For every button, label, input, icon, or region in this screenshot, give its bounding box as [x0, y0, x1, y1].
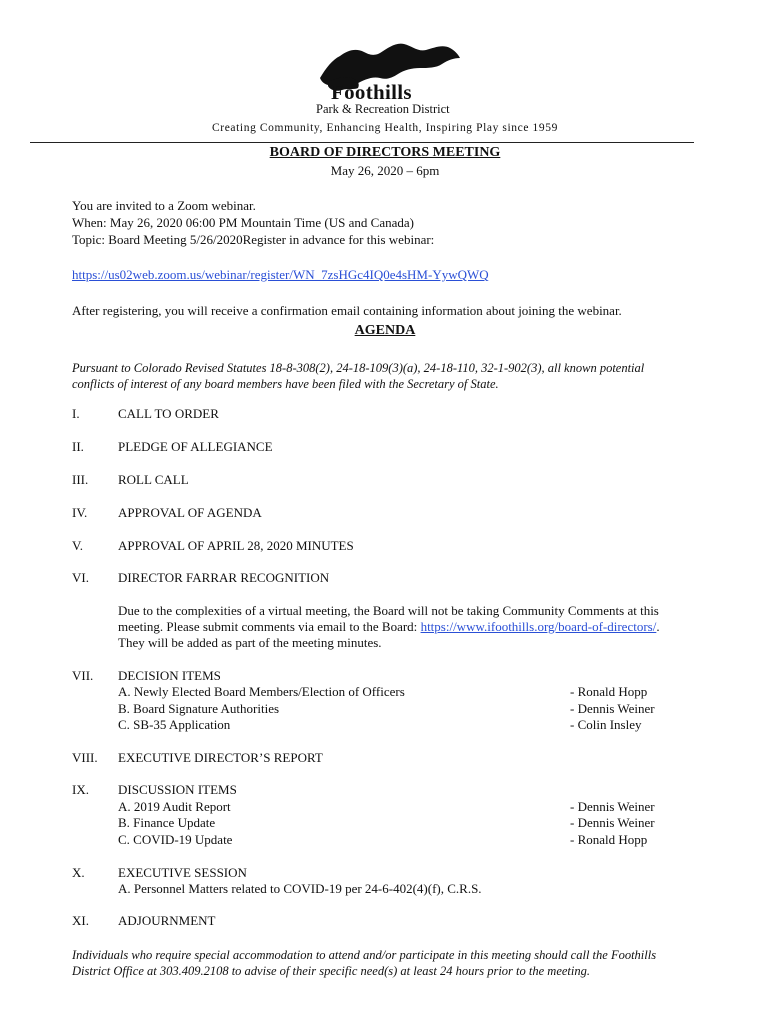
- discussion-item: C. COVID-19 Update: [118, 832, 233, 847]
- footer-note-line-1: Individuals who require special accommodation to attend and/or participate in this meeting should call the Foothills: [72, 948, 657, 962]
- agenda-numeral: I.: [72, 406, 80, 421]
- header-divider: [30, 142, 694, 143]
- discussion-presenter: - Dennis Weiner: [570, 799, 655, 814]
- discussion-presenter: - Ronald Hopp: [570, 832, 648, 847]
- invite-line-2: When: May 26, 2020 06:00 PM Mountain Time (US and Canada): [72, 215, 414, 230]
- agenda-item-approval-minutes: APPROVAL OF APRIL 28, 2020 MINUTES: [118, 538, 354, 553]
- agenda-item-pledge: PLEDGE OF ALLEGIANCE: [118, 439, 273, 454]
- invite-line-3: Topic: Board Meeting 5/26/2020Register in advance for this webinar:: [72, 232, 435, 247]
- board-of-directors-link[interactable]: https://www.ifoothills.org/board-of-directors/: [420, 619, 657, 634]
- agenda-item-call-to-order: CALL TO ORDER: [118, 406, 219, 421]
- comments-period: .: [656, 619, 660, 634]
- agenda-item-approval-agenda: APPROVAL OF AGENDA: [118, 505, 262, 520]
- agenda-numeral: IV.: [72, 505, 88, 520]
- agenda-numeral: VII.: [72, 668, 94, 683]
- footer-note-line-2: District Office at 303.409.2108 to advise of their specific need(s) at least 24 hours prior to the meeting.: [72, 964, 590, 978]
- agenda-numeral: VIII.: [72, 750, 98, 765]
- meeting-title: BOARD OF DIRECTORS MEETING: [269, 145, 501, 160]
- decision-item: B. Board Signature Authorities: [118, 701, 280, 716]
- decision-presenter: - Ronald Hopp: [570, 684, 648, 699]
- agenda-item-director-report: EXECUTIVE DIRECTOR’S REPORT: [118, 750, 323, 765]
- comments-line-3: They will be added as part of the meeting minutes.: [118, 635, 382, 650]
- agenda-item-adjournment: ADJOURNMENT: [118, 913, 216, 928]
- agenda-heading: AGENDA: [354, 323, 416, 338]
- agenda-numeral: IX.: [72, 782, 89, 797]
- decision-item: C. SB-35 Application: [118, 717, 231, 732]
- invite-line-1: You are invited to a Zoom webinar.: [72, 198, 256, 213]
- meeting-date: May 26, 2020 – 6pm: [330, 163, 440, 178]
- decision-presenter: - Dennis Weiner: [570, 701, 655, 716]
- agenda-item-roll-call: ROLL CALL: [118, 472, 189, 487]
- agenda-numeral: V.: [72, 538, 83, 553]
- comments-text: meeting. Please submit comments via email to the Board:: [118, 619, 421, 634]
- agenda-item-executive-session: EXECUTIVE SESSION: [118, 865, 247, 880]
- agenda-numeral: VI.: [72, 570, 89, 585]
- decision-item: A. Newly Elected Board Members/Election of Officers: [118, 684, 405, 699]
- logo-subtitle: Park & Recreation District: [316, 102, 450, 116]
- agenda-item-director-recognition: DIRECTOR FARRAR RECOGNITION: [118, 570, 330, 585]
- comments-line-1: Due to the complexities of a virtual meeting, the Board will not be taking Community Comments at this: [118, 603, 659, 618]
- comments-line-2: [118, 619, 660, 636]
- invite-after-note: After registering, you will receive a confirmation email containing information about joining the webinar.: [72, 303, 622, 318]
- agenda-item-discussion-items: DISCUSSION ITEMS: [118, 782, 237, 797]
- zoom-registration-link[interactable]: https://us02web.zoom.us/webinar/register/WN_7zsHGc4IQ0e4sHM-YywQWQ: [72, 267, 489, 282]
- agenda-numeral: XI.: [72, 913, 89, 928]
- statute-line-2: conflicts of interest of any board members have been filed with the Secretary of State.: [72, 377, 499, 391]
- logo-name: Foothills: [331, 80, 412, 104]
- executive-session-item: A. Personnel Matters related to COVID-19 per 24-6-402(4)(f), C.R.S.: [118, 881, 482, 896]
- statute-line-1: Pursuant to Colorado Revised Statutes 18-8-308(2), 24-18-109(3)(a), 24-18-110, 32-1-902(3), all known potential: [72, 361, 645, 375]
- agenda-numeral: X.: [72, 865, 85, 880]
- agenda-item-decision-items: DECISION ITEMS: [118, 668, 221, 683]
- decision-presenter: - Colin Insley: [570, 717, 642, 732]
- discussion-item: A. 2019 Audit Report: [118, 799, 231, 814]
- discussion-presenter: - Dennis Weiner: [570, 815, 655, 830]
- tagline: Creating Community, Enhancing Health, Inspiring Play since 1959: [212, 122, 558, 134]
- agenda-numeral: II.: [72, 439, 84, 454]
- discussion-item: B. Finance Update: [118, 815, 216, 830]
- agenda-numeral: III.: [72, 472, 89, 487]
